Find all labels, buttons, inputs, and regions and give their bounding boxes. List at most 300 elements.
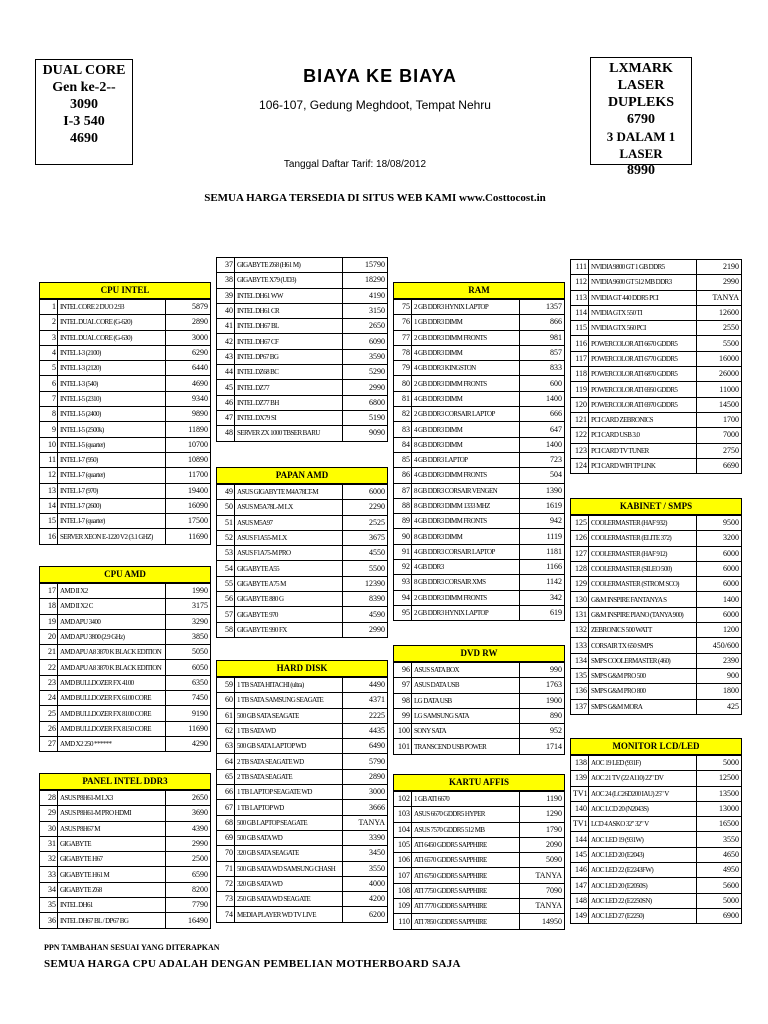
item-name: GIGABYTE Z68: [58, 882, 166, 897]
item-name: LG DATA USB: [412, 693, 520, 708]
table-row: [217, 622, 388, 637]
item-price: 1142: [520, 575, 565, 590]
table-row: [217, 693, 388, 708]
graphics-top-section: [570, 259, 742, 474]
table-row: [394, 345, 565, 360]
item-name: 500 GB LAPTOP SEAGATE: [235, 815, 343, 830]
item-price: 1390: [520, 483, 565, 498]
cpu-intel-section: [39, 282, 211, 545]
item-price: 6000: [697, 561, 742, 576]
table-row: [40, 645, 211, 660]
item-name: AMD APU 3400: [58, 614, 166, 629]
box-line: 8990: [627, 163, 655, 178]
item-name: GIGABYTE 990 FX: [235, 622, 343, 637]
item-price: 4650: [697, 847, 742, 862]
table-row: [394, 708, 565, 723]
item-price: 9090: [343, 426, 388, 441]
item-price: 3000: [343, 785, 388, 800]
item-price: 13000: [697, 801, 742, 816]
item-price: 1800: [697, 684, 742, 699]
item-number: 38: [217, 273, 235, 288]
table-row: [217, 769, 388, 784]
item-price: 3690: [166, 806, 211, 821]
item-number: 132: [571, 623, 589, 638]
item-number: 78: [394, 345, 412, 360]
item-number: 10: [40, 437, 58, 452]
table-row: [40, 913, 211, 928]
item-number: 89: [394, 514, 412, 529]
item-name: AMD APU A8 3870 K BLACK EDITION: [58, 660, 166, 675]
item-name: INTEL DH67 BL / DP67 BG: [58, 913, 166, 928]
table-row: [571, 756, 742, 771]
item-price: 7450: [166, 691, 211, 706]
table-row: [394, 605, 565, 620]
item-price: TANYA: [697, 290, 742, 305]
table-row: [40, 629, 211, 644]
item-number: 96: [394, 663, 412, 678]
item-price: 4590: [343, 607, 388, 622]
table-row: [394, 822, 565, 837]
item-price: 4000: [343, 876, 388, 891]
table-row: [40, 691, 211, 706]
section-header: RAM: [393, 282, 565, 299]
item-number: 127: [571, 546, 589, 561]
item-price: 6000: [697, 546, 742, 561]
item-price: 4390: [166, 821, 211, 836]
item-price: 942: [520, 514, 565, 529]
item-name: 2 TB SATA SEAGATE WD: [235, 754, 343, 769]
item-number: 122: [571, 428, 589, 443]
table-row: [394, 468, 565, 483]
item-price: 619: [520, 605, 565, 620]
item-price: 2750: [697, 443, 742, 458]
item-number: 100: [394, 724, 412, 739]
item-price: 1400: [520, 391, 565, 406]
item-name: AOC LED 22 (E2243FW): [589, 863, 697, 878]
item-name: G&M INSPIRE FANTANYA S: [589, 592, 697, 607]
item-price: 6000: [343, 485, 388, 500]
table-row: [40, 852, 211, 867]
item-number: 107: [394, 868, 412, 883]
page-title: BIAYA KE BIAYA: [303, 66, 457, 86]
item-name: GIGABYTE A75 M: [235, 576, 343, 591]
item-name: GIGABYTE: [58, 836, 166, 851]
item-number: 15: [40, 514, 58, 529]
price-table: [216, 257, 388, 442]
table-row: [394, 560, 565, 575]
item-price: 2525: [343, 515, 388, 530]
table-row: [40, 806, 211, 821]
item-number: 62: [217, 723, 235, 738]
item-name: GIGABYTE 880 G: [235, 592, 343, 607]
item-price: 5290: [343, 365, 388, 380]
monitor-section: [570, 738, 742, 924]
table-row: [571, 908, 742, 923]
table-row: [394, 422, 565, 437]
item-price: 1900: [520, 693, 565, 708]
item-price: 6000: [697, 577, 742, 592]
item-name: AMD BULLDOZER FX 8150 CORE: [58, 721, 166, 736]
lexmark-box: [590, 57, 692, 178]
table-row: [217, 830, 388, 845]
item-number: 54: [217, 561, 235, 576]
table-row: [571, 546, 742, 561]
item-name: 500 GB SATA LAPTOP WD: [235, 739, 343, 754]
table-row: [394, 807, 565, 822]
item-number: 95: [394, 605, 412, 620]
item-number: 139: [571, 771, 589, 786]
item-number: 9: [40, 422, 58, 437]
item-number: 27: [40, 736, 58, 751]
item-name: 1 GB ATI 6670: [412, 792, 520, 807]
table-row: [40, 300, 211, 315]
item-number: 71: [217, 861, 235, 876]
section-header: PANEL INTEL DDR3: [39, 773, 211, 790]
item-number: 82: [394, 407, 412, 422]
table-row: [40, 315, 211, 330]
item-name: INTEL DUAL CORE (G-620): [58, 315, 166, 330]
item-number: 51: [217, 515, 235, 530]
item-price: 6440: [166, 361, 211, 376]
table-row: [40, 407, 211, 422]
item-name: AMD II X2 C: [58, 599, 166, 614]
table-row: [40, 468, 211, 483]
item-name: 4 GB DDR3 DIMM: [412, 391, 520, 406]
item-name: AOC LED 27 (E2250): [589, 908, 697, 923]
item-number: 103: [394, 807, 412, 822]
item-name: 1 TB SATA HITACHI (ultra): [235, 678, 343, 693]
item-number: 25: [40, 706, 58, 721]
item-price: 6490: [343, 739, 388, 754]
price-table: [216, 484, 388, 638]
item-name: ASUS F1A55-M LX: [235, 530, 343, 545]
panel-intel-section: [39, 773, 211, 929]
table-row: [571, 382, 742, 397]
item-name: GIGABYTE 970: [235, 607, 343, 622]
item-price: 17500: [166, 514, 211, 529]
item-price: 9890: [166, 407, 211, 422]
table-row: [40, 898, 211, 913]
item-name: 2 TB SATA SEAGATE: [235, 769, 343, 784]
item-name: AOC LED 20 (E2043): [589, 847, 697, 862]
item-price: TANYA: [520, 899, 565, 914]
item-number: 33: [40, 867, 58, 882]
table-row: [217, 907, 388, 922]
table-row: [394, 376, 565, 391]
item-name: INTEL I-3 (2100): [58, 345, 166, 360]
item-price: 504: [520, 468, 565, 483]
item-price: 5500: [697, 336, 742, 351]
item-number: 105: [394, 837, 412, 852]
item-price: 6290: [166, 345, 211, 360]
table-row: [394, 678, 565, 693]
item-number: 114: [571, 305, 589, 320]
item-number: 61: [217, 708, 235, 723]
item-price: 666: [520, 407, 565, 422]
item-number: 29: [40, 806, 58, 821]
item-number: 31: [40, 836, 58, 851]
item-name: INTEL I-5 (2500k): [58, 422, 166, 437]
item-number: TV1: [571, 786, 589, 801]
item-price: 952: [520, 724, 565, 739]
table-row: [217, 754, 388, 769]
item-price: 2500: [166, 852, 211, 867]
table-row: [394, 837, 565, 852]
section-header: KARTU AFFIS: [393, 774, 565, 791]
table-row: [40, 675, 211, 690]
item-name: 4 GB DDR3 KINGSTON: [412, 361, 520, 376]
table-row: [217, 515, 388, 530]
item-number: 16: [40, 529, 58, 544]
hard-disk-section: [216, 660, 388, 923]
item-number: 149: [571, 908, 589, 923]
item-number: 112: [571, 275, 589, 290]
item-number: 42: [217, 334, 235, 349]
item-number: 8: [40, 407, 58, 422]
item-name: LCD 4 ASKO 32" 32" V: [589, 817, 697, 832]
item-price: 4950: [697, 863, 742, 878]
item-name: SERVER ZX 1000 TBSER BARU: [235, 426, 343, 441]
item-number: 145: [571, 847, 589, 862]
item-number: 121: [571, 412, 589, 427]
price-table: [393, 299, 565, 621]
item-number: 6: [40, 376, 58, 391]
item-price: 14500: [697, 397, 742, 412]
item-price: 11700: [166, 468, 211, 483]
box-line: Gen ke-2--: [52, 80, 116, 95]
item-price: 1119: [520, 529, 565, 544]
price-table: [39, 790, 211, 929]
item-name: INTEL I-5 (2310): [58, 391, 166, 406]
item-price: 4290: [166, 736, 211, 751]
item-price: 3390: [343, 830, 388, 845]
item-number: 84: [394, 437, 412, 452]
item-price: 6200: [343, 907, 388, 922]
dvd-rw-section: [393, 645, 565, 755]
item-number: 24: [40, 691, 58, 706]
item-name: ASUS F1A75-M PRO: [235, 546, 343, 561]
item-price: 4690: [166, 376, 211, 391]
item-price: 13500: [697, 786, 742, 801]
item-name: AMD APU 3800 (2.9 GHz): [58, 629, 166, 644]
papan-amd-section: [216, 467, 388, 638]
item-name: GIGABYTE H67: [58, 852, 166, 867]
box-line: 6790: [627, 112, 655, 127]
item-name: SMPS G&M PRO 800: [589, 684, 697, 699]
item-price: 16500: [697, 817, 742, 832]
item-number: 40: [217, 303, 235, 318]
item-name: 2 GB DDR3 DIMM FRONTS: [412, 376, 520, 391]
vat-note: PPN TAMBAHAN SESUAI YANG DITERAPKAN: [44, 943, 220, 952]
item-price: 11000: [697, 382, 742, 397]
item-number: 110: [394, 914, 412, 929]
table-row: [217, 785, 388, 800]
item-name: INTEL DX79 SI: [235, 410, 343, 425]
item-price: 11890: [166, 422, 211, 437]
table-row: [394, 792, 565, 807]
item-price: 4371: [343, 693, 388, 708]
item-name: 4 GB DDR3 LAPTOP: [412, 452, 520, 467]
price-table: [570, 515, 742, 715]
table-row: [40, 498, 211, 513]
item-name: INTEL I-5 (2400): [58, 407, 166, 422]
item-number: 12: [40, 468, 58, 483]
item-price: 12500: [697, 771, 742, 786]
item-price: 19400: [166, 483, 211, 498]
section-header: DVD RW: [393, 645, 565, 662]
item-number: 98: [394, 693, 412, 708]
item-name: 4 GB DDR3 CORSAIR LAPTOP: [412, 544, 520, 559]
item-number: 129: [571, 577, 589, 592]
item-number: 45: [217, 380, 235, 395]
item-number: 66: [217, 785, 235, 800]
table-row: [571, 623, 742, 638]
table-row: [217, 708, 388, 723]
item-name: AOC LED 20 (E2050S): [589, 878, 697, 893]
item-number: 58: [217, 622, 235, 637]
item-name: CORSAIR TX 650 SMPS: [589, 638, 697, 653]
item-price: 5000: [697, 893, 742, 908]
item-name: 8 GB DDR3 DIMM: [412, 529, 520, 544]
table-row: [217, 380, 388, 395]
item-price: 1990: [166, 584, 211, 599]
item-number: 53: [217, 546, 235, 561]
item-price: 2225: [343, 708, 388, 723]
item-name: GIGABYTE Z68 (H61 M): [235, 258, 343, 273]
item-price: 15790: [343, 258, 388, 273]
item-name: TRANSCEND USB POWER: [412, 739, 520, 754]
table-row: [394, 899, 565, 914]
item-price: 3850: [166, 629, 211, 644]
table-row: [394, 575, 565, 590]
item-price: 3000: [166, 330, 211, 345]
section-header: PAPAN AMD: [216, 467, 388, 484]
item-name: AMD BULLDOZER FX 6100 CORE: [58, 691, 166, 706]
item-number: 32: [40, 852, 58, 867]
item-name: INTEL DH67 BL: [235, 319, 343, 334]
address: 106-107, Gedung Meghdoot, Tempat Nehru: [259, 98, 491, 112]
item-name: 320 GB SATA SEAGATE: [235, 846, 343, 861]
item-name: INTEL DH61 CR: [235, 303, 343, 318]
item-name: INTEL I-7 (950): [58, 452, 166, 467]
item-price: 6590: [166, 867, 211, 882]
item-name: 2 GB DDR3 HYNIX LAPTOP: [412, 300, 520, 315]
table-row: [217, 739, 388, 754]
item-number: 115: [571, 321, 589, 336]
item-name: 1 TB SATA WD: [235, 723, 343, 738]
table-row: [394, 868, 565, 883]
section-header: CPU AMD: [39, 566, 211, 583]
item-number: 50: [217, 500, 235, 515]
item-price: 3200: [697, 531, 742, 546]
table-row: [394, 883, 565, 898]
table-row: [40, 882, 211, 897]
item-number: 70: [217, 846, 235, 861]
section-header: CPU INTEL: [39, 282, 211, 299]
table-row: [394, 590, 565, 605]
item-number: 72: [217, 876, 235, 891]
item-price: 866: [520, 315, 565, 330]
item-name: ASUS P8H61-M LX3: [58, 791, 166, 806]
table-row: [40, 736, 211, 751]
table-row: [394, 391, 565, 406]
item-name: GIGABYTE X79 (UD3): [235, 273, 343, 288]
item-price: 1400: [520, 437, 565, 452]
item-price: 2890: [166, 315, 211, 330]
item-number: 59: [217, 678, 235, 693]
table-row: [571, 305, 742, 320]
item-price: 6090: [343, 334, 388, 349]
item-name: SONY SATA: [412, 724, 520, 739]
table-row: [394, 529, 565, 544]
item-number: 67: [217, 800, 235, 815]
item-price: 723: [520, 452, 565, 467]
item-number: 76: [394, 315, 412, 330]
item-number: 20: [40, 629, 58, 644]
item-name: AMD BULLDOZER FX 4100: [58, 675, 166, 690]
table-row: [40, 584, 211, 599]
item-name: POWERCOLOR ATI 6950 GDDR5: [589, 382, 697, 397]
table-row: [217, 365, 388, 380]
item-name: AOC LED 19 (931W): [589, 832, 697, 847]
item-number: 126: [571, 531, 589, 546]
table-row: [40, 706, 211, 721]
tariff-date: Tanggal Daftar Tarif: 18/08/2012: [283, 159, 427, 170]
item-number: 73: [217, 892, 235, 907]
item-number: 137: [571, 699, 589, 714]
item-number: 148: [571, 893, 589, 908]
item-number: 80: [394, 376, 412, 391]
table-row: [571, 397, 742, 412]
item-price: 5500: [343, 561, 388, 576]
item-name: NVIDIA GTX 550 TI: [589, 305, 697, 320]
table-row: [217, 723, 388, 738]
item-name: 4 GB DDR3: [412, 560, 520, 575]
table-row: [217, 846, 388, 861]
item-price: 2190: [697, 260, 742, 275]
item-number: 44: [217, 365, 235, 380]
table-row: [394, 437, 565, 452]
item-price: 16000: [697, 351, 742, 366]
item-name: 8 GB DDR3 DIMM: [412, 437, 520, 452]
table-row: [571, 367, 742, 382]
table-row: [217, 288, 388, 303]
table-row: [571, 847, 742, 862]
item-number: 104: [394, 822, 412, 837]
table-row: [571, 561, 742, 576]
item-name: G&M INSPIRE PIANO (TANYA 900): [589, 607, 697, 622]
item-number: 120: [571, 397, 589, 412]
item-number: 118: [571, 367, 589, 382]
table-row: [40, 867, 211, 882]
item-name: AMD APU A8 3870 K BLACK EDITION: [58, 645, 166, 660]
item-name: ATI 6450 GDDR5 SAPPHIRE: [412, 837, 520, 852]
item-name: ATI 6750 GDDR5 SAPPHIRE: [412, 868, 520, 883]
item-number: 56: [217, 592, 235, 607]
table-row: [571, 577, 742, 592]
item-price: 342: [520, 590, 565, 605]
item-price: 857: [520, 345, 565, 360]
item-name: INTEL DH67 CF: [235, 334, 343, 349]
item-price: 2990: [166, 836, 211, 851]
item-price: 5050: [166, 645, 211, 660]
item-price: 1181: [520, 544, 565, 559]
table-row: [571, 458, 742, 473]
table-row: [571, 878, 742, 893]
item-name: PCI CARD ZEBRONICS: [589, 412, 697, 427]
item-name: INTEL I-7 (970): [58, 483, 166, 498]
item-price: 1290: [520, 807, 565, 822]
